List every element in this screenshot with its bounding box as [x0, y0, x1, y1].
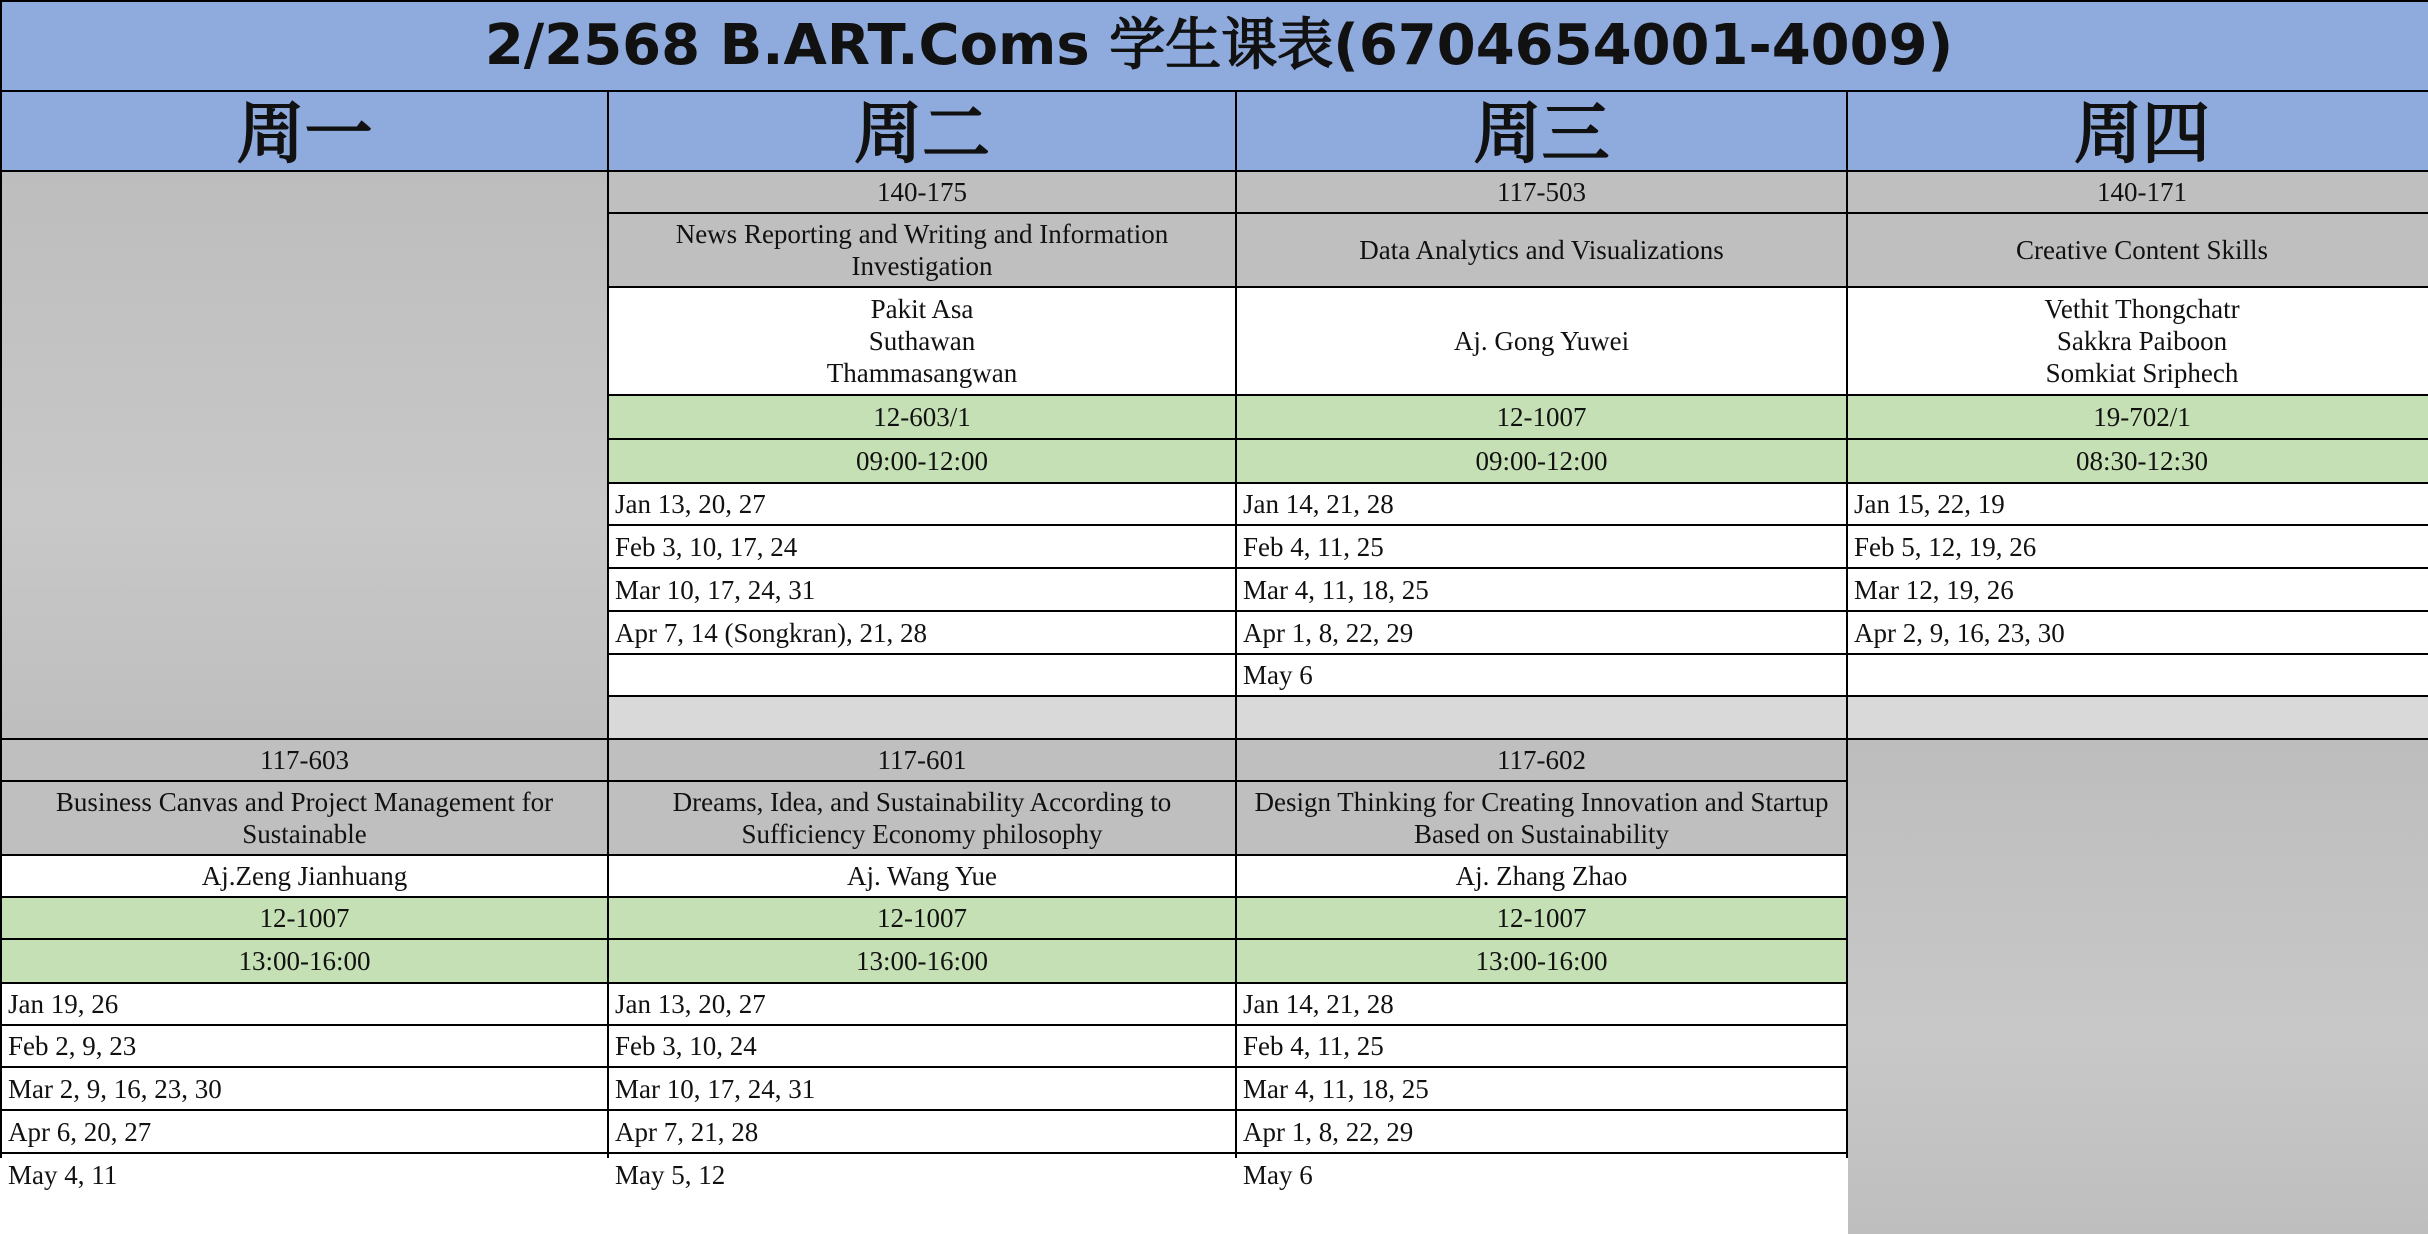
empty-slot-thursday-afternoon — [1848, 740, 2428, 1234]
spacer-row — [609, 1197, 1235, 1234]
date-row: Jan 14, 21, 28 — [1237, 484, 1846, 524]
course-title: Data Analytics and Visualizations — [1237, 214, 1846, 286]
date-row: Apr 6, 20, 27 — [2, 1111, 607, 1152]
course-title: News Reporting and Writing and Information Investigation — [609, 214, 1235, 286]
date-row: Mar 12, 19, 26 — [1848, 569, 2428, 610]
date-row: May 5, 12 — [609, 1154, 1235, 1195]
course-code: 117-601 — [609, 740, 1235, 780]
time-slot: 13:00-16:00 — [1237, 940, 1846, 982]
instructor-name: Pakit Asa — [870, 294, 974, 324]
date-row — [1848, 655, 2428, 695]
date-row: Apr 1, 8, 22, 29 — [1237, 1111, 1846, 1152]
course-code: 117-503 — [1237, 172, 1846, 212]
room: 12-1007 — [609, 898, 1235, 938]
instructor-name: Suthawan — [868, 326, 976, 356]
instructor-list — [1848, 288, 2428, 394]
date-row: Mar 10, 17, 24, 31 — [609, 569, 1235, 610]
instructor-name: Aj. Zhang Zhao — [1237, 856, 1846, 896]
course-code: 140-171 — [1848, 172, 2428, 212]
room: 12-1007 — [1237, 898, 1846, 938]
instructor-name: Aj.Zeng Jianhuang — [2, 856, 607, 896]
date-row: May 6 — [1237, 1154, 1846, 1195]
day-header-tuesday: 周二 — [609, 92, 1235, 170]
page-title: 2/2568 B.ART.Coms 学生课表(6704654001-4009) — [2, 2, 2428, 90]
date-row: Apr 7, 14 (Songkran), 21, 28 — [609, 612, 1235, 653]
instructor-name: Sakkra Paiboon — [2056, 326, 2228, 356]
course-code: 117-603 — [2, 740, 607, 780]
date-row: Jan 13, 20, 27 — [609, 984, 1235, 1024]
date-row: Feb 2, 9, 23 — [2, 1026, 607, 1066]
course-code: 117-602 — [1237, 740, 1846, 780]
spacer-row — [1848, 697, 2428, 738]
course-code: 140-175 — [609, 172, 1235, 212]
date-row: Mar 10, 17, 24, 31 — [609, 1068, 1235, 1109]
date-row: Apr 2, 9, 16, 23, 30 — [1848, 612, 2428, 653]
date-row: Feb 4, 11, 25 — [1237, 1026, 1846, 1066]
room: 12-1007 — [2, 898, 607, 938]
spacer-row — [1237, 697, 1846, 738]
day-header-monday: 周一 — [2, 92, 607, 170]
instructor-name: Vethit Thongchatr — [2044, 294, 2240, 324]
date-row: Apr 1, 8, 22, 29 — [1237, 612, 1846, 653]
room: 12-1007 — [1237, 396, 1846, 438]
date-row: Feb 5, 12, 19, 26 — [1848, 526, 2428, 567]
time-slot: 13:00-16:00 — [609, 940, 1235, 982]
day-header-wednesday: 周三 — [1237, 92, 1846, 170]
date-row: May 6 — [1237, 655, 1846, 695]
room: 12-603/1 — [609, 396, 1235, 438]
room: 19-702/1 — [1848, 396, 2428, 438]
day-header-thursday: 周四 — [1848, 92, 2428, 170]
spacer-row — [1237, 1197, 1846, 1234]
instructor-name: Aj. Wang Yue — [609, 856, 1235, 896]
time-slot: 09:00-12:00 — [1237, 440, 1846, 482]
instructor-list — [1237, 288, 1846, 394]
date-row: Feb 3, 10, 24 — [609, 1026, 1235, 1066]
date-row: Mar 2, 9, 16, 23, 30 — [2, 1068, 607, 1109]
spacer-row — [2, 1197, 607, 1234]
course-title: Creative Content Skills — [1848, 214, 2428, 286]
course-title: Design Thinking for Creating Innovation and Startup Based on Sustainability — [1237, 782, 1846, 854]
date-row: Apr 7, 21, 28 — [609, 1111, 1235, 1152]
empty-slot-monday-morning — [2, 172, 607, 738]
date-row: Jan 15, 22, 19 — [1848, 484, 2428, 524]
instructor-name: Somkiat Sriphech — [2045, 358, 2239, 388]
date-row: Feb 4, 11, 25 — [1237, 526, 1846, 567]
spacer-row — [609, 697, 1235, 738]
date-row: Jan 14, 21, 28 — [1237, 984, 1846, 1024]
instructor-name: Aj. Gong Yuwei — [1453, 326, 1630, 356]
time-slot: 08:30-12:30 — [1848, 440, 2428, 482]
time-slot: 13:00-16:00 — [2, 940, 607, 982]
date-row: Mar 4, 11, 18, 25 — [1237, 1068, 1846, 1109]
date-row: Jan 13, 20, 27 — [609, 484, 1235, 524]
date-row: Jan 19, 26 — [2, 984, 607, 1024]
course-title: Dreams, Idea, and Sustainability According to Sufficiency Economy philosophy — [609, 782, 1235, 854]
instructor-name: Thammasangwan — [826, 358, 1018, 388]
date-row: May 4, 11 — [2, 1154, 607, 1195]
course-title: Business Canvas and Project Management for Sustainable — [2, 782, 607, 854]
date-row: Feb 3, 10, 17, 24 — [609, 526, 1235, 567]
date-row — [609, 655, 1235, 695]
instructor-list — [609, 288, 1235, 394]
date-row: Mar 4, 11, 18, 25 — [1237, 569, 1846, 610]
time-slot: 09:00-12:00 — [609, 440, 1235, 482]
